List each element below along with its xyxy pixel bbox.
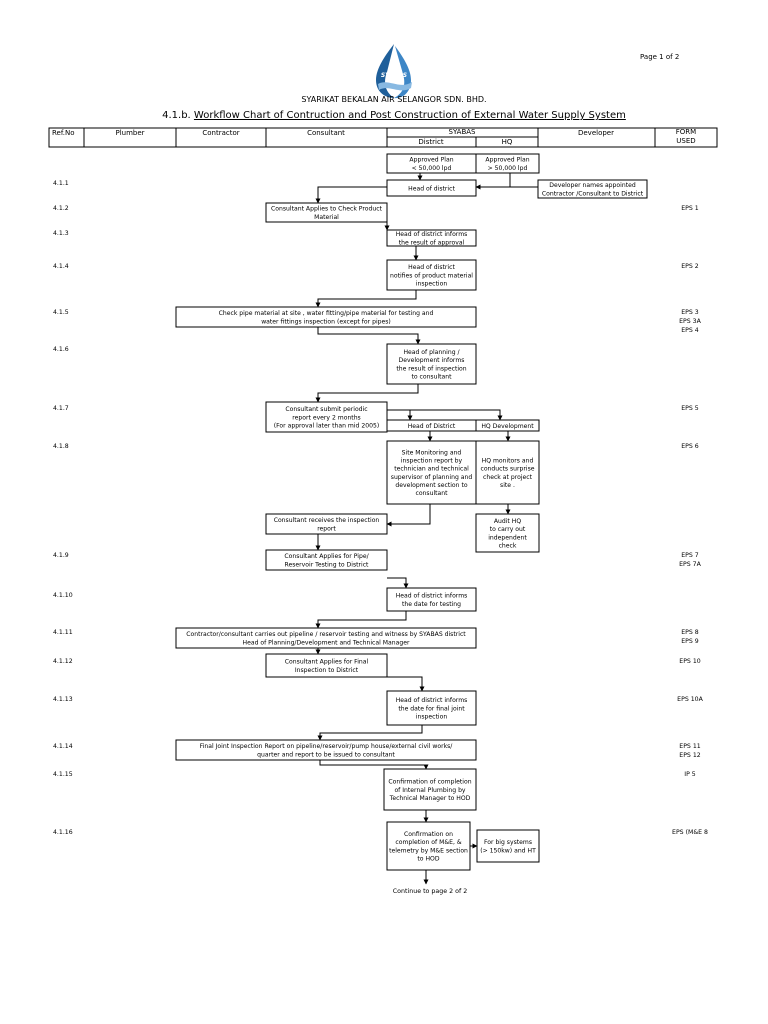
syabas-logo xyxy=(376,44,412,98)
box-text-line: Consultant submit periodic xyxy=(285,406,368,414)
box-site-monitoring xyxy=(387,441,476,504)
col-district: District xyxy=(418,138,444,146)
box-check-pipe xyxy=(176,307,476,327)
step-ref-number: 4.1.12 xyxy=(53,658,73,665)
box-text-line: to carry out xyxy=(489,526,526,534)
box-text-line: quarter and report to be issued to consultant xyxy=(257,751,395,759)
box-text-line: (> 150kw) and HT xyxy=(480,847,536,855)
form-code: EPS 12 xyxy=(679,752,701,759)
form-code: EPS 11 xyxy=(679,743,701,750)
box-text-line: HQ monitors and xyxy=(481,457,534,465)
col-form-used-2: USED xyxy=(676,137,696,145)
form-code: EPS 7 xyxy=(681,552,699,559)
step-reference-column xyxy=(53,180,73,836)
box-text-line: (For approval later than mid 2005) xyxy=(273,422,380,430)
form-used-column xyxy=(672,205,708,836)
box-head-district-1 xyxy=(387,180,476,196)
form-code: EPS 3A xyxy=(679,318,701,325)
box-text-line: supervisor of planning and xyxy=(390,473,473,481)
box-text-line: inspection report by xyxy=(400,457,463,465)
title-number: 4.1.b. xyxy=(162,110,191,121)
col-developer: Developer xyxy=(577,129,615,137)
step-ref-number: 4.1.13 xyxy=(53,696,73,703)
form-code: EPS 5 xyxy=(681,405,699,412)
box-developer-names xyxy=(538,180,647,198)
box-text-line: Head of district informs xyxy=(395,592,468,600)
col-consultant: Consultant xyxy=(307,129,345,137)
box-text-line: Head of Planning/Development and Technical Manager xyxy=(242,639,410,647)
box-text-line: notifies of product material xyxy=(390,272,473,280)
box-hq-development-lbl xyxy=(476,420,539,431)
box-text-line: Reservoir Testing to District xyxy=(284,561,369,569)
step-ref-number: 4.1.16 xyxy=(53,829,73,836)
box-text-line: site . xyxy=(500,481,515,489)
step-ref-number: 4.1.1 xyxy=(53,180,69,187)
form-code: EPS 7A xyxy=(679,561,701,568)
box-text-line: Site Monitoring and xyxy=(401,449,462,457)
box-head-notifies xyxy=(387,260,476,290)
box-text-line: Material xyxy=(314,213,339,221)
box-consultant-receives xyxy=(266,514,387,534)
box-text-line: report xyxy=(317,525,336,533)
box-confirmation-plumbing xyxy=(384,769,476,810)
box-text-line: the date for final joint xyxy=(398,705,465,713)
col-form-used xyxy=(676,128,696,145)
box-text-line: independent xyxy=(488,534,527,542)
box-text-line: Consultant Applies for Pipe/ xyxy=(284,553,369,561)
box-text-line: Approved Plan xyxy=(409,156,454,164)
box-hq-monitors xyxy=(476,441,539,504)
box-text-line: HQ Development xyxy=(481,422,534,430)
box-text-line: to consultant xyxy=(411,373,452,381)
box-head-informs-date-testing xyxy=(387,588,476,611)
box-text-line: Head of district informs xyxy=(395,231,468,239)
box-text-line: < 50,000 lpd xyxy=(411,164,452,172)
box-text-line: consultant xyxy=(415,490,448,497)
form-code: EPS (M&E 8 xyxy=(672,829,708,836)
form-code: EPS 8 xyxy=(681,629,699,636)
box-text-line: the date for testing xyxy=(401,600,462,608)
box-text-line: Head of District xyxy=(407,422,456,430)
box-text-line: the result of inspection xyxy=(396,365,467,373)
step-ref-number: 4.1.3 xyxy=(53,230,69,237)
page-number-label: Page 1 of 2 xyxy=(640,53,680,61)
form-code: EPS 3 xyxy=(681,309,699,316)
form-code: EPS 6 xyxy=(681,443,699,450)
box-text-line: telemetry by M&E section xyxy=(389,847,468,855)
box-text-line: the result of approval xyxy=(398,239,465,247)
step-ref-number: 4.1.6 xyxy=(53,346,69,353)
box-text-line: Confirmation of completion xyxy=(388,778,472,786)
step-ref-number: 4.1.7 xyxy=(53,405,69,412)
col-syabas: SYABAS xyxy=(448,128,476,136)
step-ref-number: 4.1.9 xyxy=(53,552,69,559)
col-contractor: Contractor xyxy=(202,129,240,137)
box-text-line: conducts surprise xyxy=(480,465,535,473)
col-form-used-1: FORM xyxy=(675,128,697,136)
box-text-line: Audit HQ xyxy=(493,518,522,526)
form-code: EPS 1 xyxy=(681,205,699,212)
box-text-line: Inspection to District xyxy=(294,666,359,674)
box-text-line: development section to xyxy=(395,481,468,489)
box-text-line: water fittings inspection (except for pipes) xyxy=(261,318,391,326)
box-head-informs-approval xyxy=(387,230,476,246)
continue-note: Continue to page 2 of 2 xyxy=(392,888,468,895)
step-ref-number: 4.1.11 xyxy=(53,629,73,636)
box-approved-hq xyxy=(476,154,539,173)
form-code: IP 5 xyxy=(684,771,696,778)
step-ref-number: 4.1.5 xyxy=(53,309,69,316)
form-code: EPS 4 xyxy=(681,327,699,334)
step-ref-number: 4.1.2 xyxy=(53,205,69,212)
document-title xyxy=(162,110,626,121)
box-text-line: check xyxy=(498,542,517,550)
box-text-line: Head of district xyxy=(408,264,455,272)
box-text-line: > 50,000 lpd xyxy=(487,164,528,172)
box-text-line: Head of district xyxy=(408,185,455,193)
box-text-line: Final Joint Inspection Report on pipeline/reservoir/pump house/external civil works/ xyxy=(199,743,453,751)
box-text-line: inspection xyxy=(415,280,448,288)
box-contractor-carries xyxy=(176,628,476,648)
box-text-line: check at project xyxy=(483,473,532,481)
col-ref-no: Ref.No xyxy=(52,129,75,137)
box-text-line: Approved Plan xyxy=(485,156,530,164)
box-big-systems xyxy=(477,830,539,862)
box-text-line: Consultant Applies to Check Product xyxy=(271,205,382,213)
column-header xyxy=(49,128,717,147)
box-text-line: Confirmation on xyxy=(404,831,453,839)
box-text-line: Developer names appointed xyxy=(549,182,636,190)
box-final-joint-report xyxy=(176,740,476,760)
company-name: SYARIKAT BEKALAN AIR SELANGOR SDN. BHD. xyxy=(301,95,487,104)
step-ref-number: 4.1.14 xyxy=(53,743,73,750)
box-text-line: Consultant Applies for Final xyxy=(284,658,369,666)
box-text-line: inspection xyxy=(415,713,448,721)
box-text-line: completion of M&E, & xyxy=(395,839,462,847)
step-ref-number: 4.1.4 xyxy=(53,263,69,270)
form-code: EPS 9 xyxy=(681,638,699,645)
box-text-line: Development informs xyxy=(398,357,465,365)
box-consultant-applies-pipe xyxy=(266,550,387,570)
step-ref-number: 4.1.8 xyxy=(53,443,69,450)
step-ref-number: 4.1.15 xyxy=(53,771,73,778)
box-consultant-applies-final xyxy=(266,654,387,677)
title-text: Workflow Chart of Contruction and Post Construction of External Water Supply System xyxy=(193,110,626,121)
box-approved-district xyxy=(387,154,476,173)
form-code: EPS 2 xyxy=(681,263,699,270)
box-confirmation-me xyxy=(387,822,470,870)
box-text-line: For big systems xyxy=(483,839,533,847)
box-text-line: to HOD xyxy=(417,855,440,863)
box-head-planning-informs xyxy=(387,344,476,384)
box-consultant-submit xyxy=(266,402,387,432)
form-code: EPS 10 xyxy=(679,658,701,665)
box-head-informs-final xyxy=(387,691,476,725)
box-text-line: Contractor/consultant carries out pipeline / reservoir testing and witness by SYABAS district xyxy=(186,631,466,639)
form-code: EPS 10A xyxy=(677,696,703,703)
box-text-line: Head of planning / xyxy=(403,349,460,357)
col-hq: HQ xyxy=(501,138,513,146)
step-ref-number: 4.1.10 xyxy=(53,592,73,599)
box-text-line: of Internal Plumbing by xyxy=(394,786,466,794)
flow-boxes xyxy=(176,154,647,870)
logo-wordmark: SYABAS xyxy=(380,72,408,79)
box-text-line: Head of district informs xyxy=(395,697,468,705)
box-audit-hq xyxy=(476,514,539,552)
col-plumber: Plumber xyxy=(115,129,145,137)
box-text-line: technician and technical xyxy=(394,465,469,473)
box-text-line: Check pipe material at site , water fitting/pipe material for testing and xyxy=(218,310,434,318)
box-consultant-applies xyxy=(266,203,387,222)
box-text-line: Contractor /Consultant to District xyxy=(541,190,644,198)
box-text-line: Consultant receives the inspection xyxy=(273,517,380,525)
box-head-of-district-lbl xyxy=(387,420,476,431)
box-text-line: report every 2 months xyxy=(292,414,361,422)
box-text-line: Technical Manager to HOD xyxy=(389,794,471,802)
